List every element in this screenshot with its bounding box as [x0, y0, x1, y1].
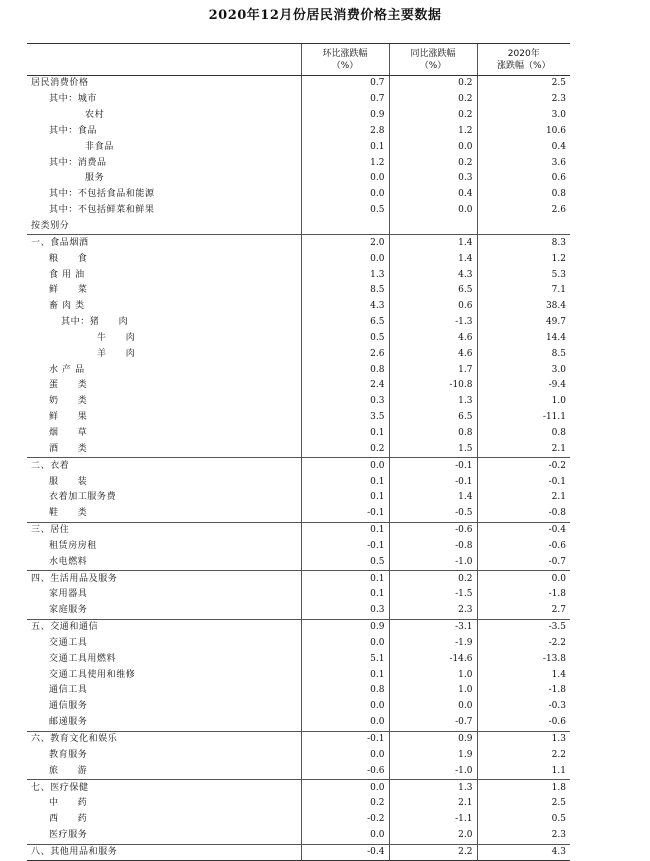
- value-yoy: 0.2: [389, 571, 477, 587]
- value-yoy: -14.6: [389, 651, 477, 667]
- header-ytd-line1: 2020年: [507, 48, 540, 59]
- header-ytd: [477, 44, 570, 76]
- table-row: [27, 124, 570, 140]
- value-ytd: 2.3: [477, 92, 570, 108]
- table-row: [27, 474, 570, 490]
- value-yoy: 1.0: [389, 667, 477, 683]
- row-label: 酒 类: [49, 443, 88, 454]
- table-row: [27, 299, 570, 315]
- table-row: [27, 844, 570, 861]
- value-yoy: 0.0: [389, 203, 477, 219]
- row-label: 食 用 油: [49, 269, 85, 280]
- value-yoy: 2.2: [389, 844, 477, 861]
- value-mom: 0.0: [301, 747, 389, 763]
- value-mom: 0.7: [301, 92, 389, 108]
- row-label: 通信工具: [49, 685, 88, 696]
- table-row: [27, 346, 570, 362]
- value-ytd: 2.2: [477, 747, 570, 763]
- value-mom: 0.8: [301, 683, 389, 699]
- row-label: 服 装: [49, 476, 88, 487]
- row-label: 其中：猪 肉: [61, 317, 129, 328]
- table-row: [27, 458, 570, 474]
- row-label: 六、教育文化和娱乐: [27, 731, 301, 747]
- value-mom: 0.2: [301, 796, 389, 812]
- value-mom: -0.2: [301, 812, 389, 828]
- value-ytd: 0.4: [477, 139, 570, 155]
- value-ytd: 0.5: [477, 812, 570, 828]
- table-header-row: [27, 44, 570, 76]
- value-mom: 0.3: [301, 394, 389, 410]
- table-row: [27, 715, 570, 731]
- value-ytd: 1.4: [477, 667, 570, 683]
- value-ytd: 8.3: [477, 235, 570, 251]
- table-row: [27, 796, 570, 812]
- value-yoy: -0.6: [389, 522, 477, 538]
- value-yoy: 4.6: [389, 346, 477, 362]
- row-label: 蛋 类: [49, 380, 88, 391]
- row-label: 居民消费价格: [31, 78, 89, 89]
- value-mom: -0.1: [301, 538, 389, 554]
- value-yoy: 6.5: [389, 283, 477, 299]
- table-row: [27, 619, 570, 635]
- value-yoy: 1.0: [389, 683, 477, 699]
- value-yoy: -0.5: [389, 506, 477, 522]
- table-row: [27, 426, 570, 442]
- value-ytd: 49.7: [477, 315, 570, 331]
- value-yoy: -0.1: [389, 458, 477, 474]
- table-row: [27, 171, 570, 187]
- value-ytd: -0.6: [477, 538, 570, 554]
- value-ytd: -0.7: [477, 554, 570, 570]
- table-row: [27, 76, 570, 92]
- row-label: 其中：不包括食品和能源: [49, 189, 155, 200]
- row-label: 其中：不包括鲜菜和鲜果: [49, 205, 155, 216]
- value-yoy: 0.8: [389, 426, 477, 442]
- row-label: 交通工具使用和维修: [49, 669, 136, 680]
- value-yoy: -1.0: [389, 554, 477, 570]
- row-label: 通信服务: [49, 701, 88, 712]
- value-mom: -0.6: [301, 763, 389, 779]
- value-ytd: 2.5: [477, 76, 570, 92]
- value-mom: [301, 219, 389, 235]
- value-yoy: 6.5: [389, 410, 477, 426]
- value-mom: 0.1: [301, 587, 389, 603]
- value-yoy: 0.2: [389, 155, 477, 171]
- table-row: [27, 636, 570, 652]
- value-mom: 6.5: [301, 315, 389, 331]
- table-row: [27, 571, 570, 587]
- row-label: 中 药: [49, 798, 88, 809]
- row-label: 其中：食品: [49, 125, 98, 136]
- row-label: 畜 肉 类: [49, 301, 85, 312]
- value-yoy: 0.0: [389, 139, 477, 155]
- value-mom: 0.8: [301, 362, 389, 378]
- table-row: [27, 490, 570, 506]
- row-label: 八、其他用品和服务: [27, 844, 301, 861]
- value-yoy: 0.9: [389, 731, 477, 747]
- value-yoy: 2.3: [389, 603, 477, 619]
- value-mom: -0.4: [301, 844, 389, 861]
- value-ytd: -3.5: [477, 619, 570, 635]
- row-label: 医疗服务: [49, 830, 88, 841]
- row-label: 其中：城市: [49, 94, 98, 105]
- table-row: [27, 763, 570, 779]
- value-yoy: 1.9: [389, 747, 477, 763]
- value-ytd: 0.0: [477, 571, 570, 587]
- value-mom: 0.1: [301, 139, 389, 155]
- value-mom: 2.8: [301, 124, 389, 140]
- table-row: [27, 522, 570, 538]
- table-row: [27, 410, 570, 426]
- value-yoy: -3.1: [389, 619, 477, 635]
- value-mom: 0.2: [301, 441, 389, 457]
- value-ytd: -2.2: [477, 636, 570, 652]
- table-body: [27, 76, 570, 861]
- page-title: 2020年12月份居民消费价格主要数据: [208, 8, 442, 23]
- value-ytd: 0.8: [477, 426, 570, 442]
- row-label: 三、居住: [27, 522, 301, 538]
- value-yoy: -1.3: [389, 315, 477, 331]
- value-ytd: -13.8: [477, 651, 570, 667]
- table-row: [27, 441, 570, 457]
- row-label: 其中：消费品: [49, 157, 107, 168]
- value-ytd: -0.6: [477, 715, 570, 731]
- value-mom: 4.3: [301, 299, 389, 315]
- row-label: 四、生活用品及服务: [27, 571, 301, 587]
- value-ytd: -0.8: [477, 506, 570, 522]
- row-label: 家庭服务: [49, 605, 88, 616]
- row-label: 羊 肉: [97, 348, 136, 359]
- value-yoy: 0.3: [389, 171, 477, 187]
- row-label: 牛 肉: [97, 332, 136, 343]
- value-mom: 0.0: [301, 780, 389, 796]
- value-ytd: -0.2: [477, 458, 570, 474]
- row-label: 农村: [85, 110, 105, 121]
- table-row: [27, 587, 570, 603]
- table-row: [27, 155, 570, 171]
- value-mom: 3.5: [301, 410, 389, 426]
- value-yoy: -1.0: [389, 763, 477, 779]
- value-mom: 0.1: [301, 426, 389, 442]
- table-row: [27, 187, 570, 203]
- row-label: 粮 食: [49, 253, 88, 264]
- value-mom: 0.7: [301, 76, 389, 92]
- value-mom: 0.1: [301, 490, 389, 506]
- table-row: [27, 683, 570, 699]
- value-ytd: 1.2: [477, 251, 570, 267]
- value-mom: 0.0: [301, 699, 389, 715]
- header-mom-line1: 环比涨跌幅: [322, 48, 368, 59]
- header-yoy-line1: 同比涨跌幅: [410, 48, 456, 59]
- value-mom: 0.1: [301, 522, 389, 538]
- value-mom: 0.5: [301, 331, 389, 347]
- value-ytd: 3.0: [477, 362, 570, 378]
- table-row: [27, 362, 570, 378]
- value-ytd: 2.1: [477, 441, 570, 457]
- row-label: 服务: [85, 173, 105, 184]
- row-label: 按类别分: [31, 221, 70, 232]
- value-yoy: 0.4: [389, 187, 477, 203]
- header-yoy-line2: （%）: [419, 60, 447, 71]
- table-row: [27, 251, 570, 267]
- value-mom: 2.0: [301, 235, 389, 251]
- value-ytd: 8.5: [477, 346, 570, 362]
- value-mom: 2.6: [301, 346, 389, 362]
- value-yoy: 4.6: [389, 331, 477, 347]
- row-label: 鞋 类: [49, 508, 88, 519]
- row-label: 水 产 品: [49, 364, 85, 375]
- value-mom: 0.1: [301, 474, 389, 490]
- row-label: 二、衣着: [27, 458, 301, 474]
- table-row: [27, 139, 570, 155]
- header-ytd-line2: 涨跌幅（%）: [496, 60, 551, 71]
- value-yoy: 0.2: [389, 76, 477, 92]
- cpi-table: [27, 43, 570, 861]
- value-yoy: -1.5: [389, 587, 477, 603]
- value-mom: 0.5: [301, 203, 389, 219]
- value-ytd: -0.4: [477, 522, 570, 538]
- value-mom: 0.0: [301, 251, 389, 267]
- value-ytd: -0.3: [477, 699, 570, 715]
- value-ytd: 0.8: [477, 187, 570, 203]
- value-ytd: 5.3: [477, 267, 570, 283]
- value-ytd: -9.4: [477, 378, 570, 394]
- value-mom: -0.1: [301, 731, 389, 747]
- table-row: [27, 108, 570, 124]
- value-ytd: 1.8: [477, 780, 570, 796]
- row-label: 教育服务: [49, 749, 88, 760]
- value-ytd: 38.4: [477, 299, 570, 315]
- row-label: 一、食品烟酒: [27, 235, 301, 251]
- value-mom: 0.9: [301, 619, 389, 635]
- row-label: 七、医疗保健: [27, 780, 301, 796]
- value-mom: 0.0: [301, 636, 389, 652]
- value-mom: 0.9: [301, 108, 389, 124]
- table-row: [27, 92, 570, 108]
- value-ytd: 14.4: [477, 331, 570, 347]
- row-label: 非食品: [85, 141, 114, 152]
- row-label: 奶 类: [49, 396, 88, 407]
- value-ytd: 1.3: [477, 731, 570, 747]
- value-yoy: -1.9: [389, 636, 477, 652]
- row-label: 邮递服务: [49, 717, 88, 728]
- value-yoy: 1.5: [389, 441, 477, 457]
- row-label: 鲜 果: [49, 412, 88, 423]
- row-label: 旅 游: [49, 765, 88, 776]
- value-yoy: -0.8: [389, 538, 477, 554]
- table-row: [27, 667, 570, 683]
- value-ytd: -0.1: [477, 474, 570, 490]
- header-mom-line2: （%）: [331, 60, 359, 71]
- value-mom: 0.0: [301, 187, 389, 203]
- header-item: [27, 44, 301, 76]
- table-row: [27, 394, 570, 410]
- value-yoy: [389, 219, 477, 235]
- value-ytd: 10.6: [477, 124, 570, 140]
- value-mom: 5.1: [301, 651, 389, 667]
- table-row: [27, 731, 570, 747]
- value-ytd: 2.5: [477, 796, 570, 812]
- value-mom: 8.5: [301, 283, 389, 299]
- value-ytd: 3.0: [477, 108, 570, 124]
- value-yoy: -0.7: [389, 715, 477, 731]
- value-mom: 0.0: [301, 828, 389, 844]
- value-ytd: 7.1: [477, 283, 570, 299]
- value-yoy: -0.1: [389, 474, 477, 490]
- table-row: [27, 828, 570, 844]
- table-row: [27, 235, 570, 251]
- row-label: 租赁房房租: [49, 540, 98, 551]
- value-ytd: 4.3: [477, 844, 570, 861]
- header-yoy: [389, 44, 477, 76]
- table-row: [27, 267, 570, 283]
- row-label: 鲜 菜: [49, 285, 88, 296]
- value-yoy: 1.4: [389, 235, 477, 251]
- value-yoy: 1.7: [389, 362, 477, 378]
- value-yoy: 0.0: [389, 699, 477, 715]
- row-label: 烟 草: [49, 427, 88, 438]
- value-yoy: -10.8: [389, 378, 477, 394]
- value-ytd: 2.3: [477, 828, 570, 844]
- value-ytd: 2.7: [477, 603, 570, 619]
- value-mom: 0.3: [301, 603, 389, 619]
- value-yoy: 0.6: [389, 299, 477, 315]
- value-mom: 0.0: [301, 715, 389, 731]
- value-mom: 1.3: [301, 267, 389, 283]
- row-label: 衣着加工服务费: [49, 492, 117, 503]
- value-yoy: 1.4: [389, 490, 477, 506]
- table-row: [27, 812, 570, 828]
- value-ytd: 3.6: [477, 155, 570, 171]
- value-yoy: 2.1: [389, 796, 477, 812]
- value-mom: 0.0: [301, 458, 389, 474]
- value-yoy: 1.4: [389, 251, 477, 267]
- value-yoy: 1.2: [389, 124, 477, 140]
- value-ytd: -1.8: [477, 683, 570, 699]
- value-yoy: 4.3: [389, 267, 477, 283]
- value-yoy: -1.1: [389, 812, 477, 828]
- value-yoy: 0.2: [389, 108, 477, 124]
- value-ytd: 1.0: [477, 394, 570, 410]
- row-label: 家用器具: [49, 589, 88, 600]
- row-label: 交通工具: [49, 637, 88, 648]
- table-row: [27, 315, 570, 331]
- value-yoy: 2.0: [389, 828, 477, 844]
- table-row: [27, 554, 570, 570]
- value-mom: 2.4: [301, 378, 389, 394]
- value-ytd: 0.6: [477, 171, 570, 187]
- table-row: [27, 651, 570, 667]
- row-label: 西 药: [49, 814, 88, 825]
- table-row: [27, 780, 570, 796]
- value-yoy: 0.2: [389, 92, 477, 108]
- table-row: [27, 747, 570, 763]
- value-mom: 1.2: [301, 155, 389, 171]
- table-row: [27, 603, 570, 619]
- table-row: [27, 378, 570, 394]
- value-mom: 0.1: [301, 571, 389, 587]
- value-ytd: 2.1: [477, 490, 570, 506]
- value-mom: 0.0: [301, 171, 389, 187]
- value-mom: 0.5: [301, 554, 389, 570]
- value-ytd: 2.6: [477, 203, 570, 219]
- row-label: 五、交通和通信: [27, 619, 301, 635]
- value-mom: 0.1: [301, 667, 389, 683]
- value-mom: -0.1: [301, 506, 389, 522]
- value-ytd: 1.1: [477, 763, 570, 779]
- table-row: [27, 203, 570, 219]
- value-ytd: -11.1: [477, 410, 570, 426]
- table-row: [27, 538, 570, 554]
- row-label: 水电燃料: [49, 556, 88, 567]
- value-yoy: 1.3: [389, 780, 477, 796]
- row-label: 交通工具用燃料: [49, 653, 117, 664]
- table-row: [27, 283, 570, 299]
- value-yoy: 1.3: [389, 394, 477, 410]
- table-row: [27, 219, 570, 235]
- value-ytd: -1.8: [477, 587, 570, 603]
- table-row: [27, 506, 570, 522]
- header-mom: [301, 44, 389, 76]
- table-row: [27, 699, 570, 715]
- value-ytd: [477, 219, 570, 235]
- table-row: [27, 331, 570, 347]
